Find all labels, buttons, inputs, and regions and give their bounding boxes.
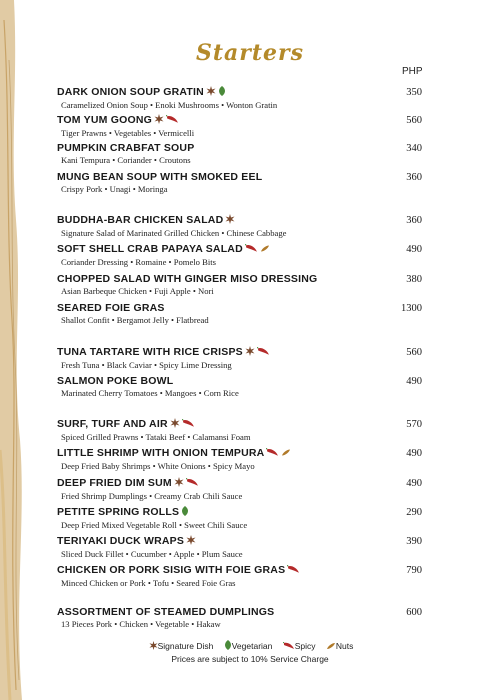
dish-description: Spiced Grilled Prawns • Tataki Beef • Calamansi Foam — [61, 432, 251, 442]
dish-description: 13 Pieces Pork • Chicken • Vegetable • Hakaw — [61, 619, 221, 629]
dish-name-text: TOM YUM GOONG — [57, 114, 152, 126]
dish-description: Shallot Confit • Bergamot Jelly • Flatbread — [61, 315, 209, 325]
menu-item — [57, 506, 452, 531]
signature-icon — [170, 418, 180, 432]
dish-name-text: DARK ONION SOUP GRATIN — [57, 86, 204, 98]
legend — [0, 640, 500, 652]
dish-name-text: PETITE SPRING ROLLS — [57, 506, 180, 518]
dish-name — [57, 214, 452, 228]
dish-price: 560 — [406, 347, 422, 358]
dish-name — [57, 535, 452, 549]
dish-name — [57, 477, 452, 491]
dish-name-text: SOFT SHELL CRAB PAPAYA SALAD — [57, 243, 243, 255]
currency-label: PHP — [402, 66, 423, 77]
menu-item — [57, 142, 452, 166]
dish-name-text: PUMPKIN CRABFAT SOUP — [57, 142, 195, 154]
leaf-icon — [218, 86, 226, 100]
dish-description: Crispy Pork • Unagi • Moringa — [61, 184, 168, 194]
chili-icon — [182, 419, 195, 432]
dish-price: 490 — [406, 478, 422, 489]
signature-icon — [245, 346, 255, 360]
dish-name-text: CHICKEN OR PORK SISIG WITH FOIE GRAS — [57, 564, 286, 576]
menu-item — [57, 375, 452, 399]
decorative-brush-stroke — [0, 0, 40, 700]
dish-name — [57, 142, 452, 155]
signature-icon — [225, 214, 235, 228]
section-title: Starters — [195, 40, 305, 66]
menu-item — [57, 171, 452, 195]
dish-name-text: BUDDHA-BAR CHICKEN SALAD — [57, 214, 224, 226]
dish-name — [57, 302, 452, 315]
dish-name-text: MUNG BEAN SOUP WITH SMOKED EEL — [57, 171, 263, 183]
nut-icon — [281, 448, 291, 461]
dish-description: Deep Fried Mixed Vegetable Roll • Sweet Chili Sauce — [61, 520, 248, 530]
dish-description: Asian Barbeque Chicken • Fuji Apple • Nori — [61, 286, 214, 296]
chili-icon — [245, 244, 258, 257]
dish-price: 490 — [406, 376, 422, 387]
dish-description: Kani Tempura • Coriander • Croutons — [61, 155, 191, 165]
dish-price: 350 — [406, 87, 422, 98]
dish-price: 340 — [406, 143, 422, 154]
dish-name-text: DEEP FRIED DIM SUM — [57, 477, 172, 489]
dish-name — [57, 273, 452, 286]
dish-description: Caramelized Onion Soup • Enoki Mushrooms • Wonton Gratin — [61, 100, 278, 110]
chili-icon — [186, 478, 199, 491]
dish-price: 790 — [406, 565, 422, 576]
dish-name — [57, 346, 452, 360]
legend-vegetarian: Vegetarian — [222, 641, 273, 651]
signature-icon — [206, 86, 216, 100]
dish-description: Signature Salad of Marinated Grilled Chicken • Chinese Cabbage — [61, 228, 287, 238]
chili-icon — [257, 347, 270, 360]
dish-price: 600 — [406, 607, 422, 618]
menu-item — [57, 243, 452, 268]
dish-description: Sliced Duck Fillet • Cucumber • Apple • Plum Sauce — [61, 549, 243, 559]
legend-nuts: Nuts — [324, 641, 353, 651]
dish-name — [57, 606, 452, 619]
dish-name — [57, 506, 452, 520]
dish-price: 490 — [406, 244, 422, 255]
dish-description: Tiger Prawns • Vegetables • Vermicelli — [61, 128, 195, 138]
dish-name — [57, 243, 452, 257]
signature-icon — [154, 114, 164, 128]
chili-icon — [166, 115, 179, 128]
dish-description: Deep Fried Baby Shrimps • White Onions • Spicy Mayo — [61, 461, 255, 471]
dish-price: 570 — [406, 419, 422, 430]
menu-item — [57, 273, 452, 297]
dish-name — [57, 86, 452, 100]
dish-name-text: TUNA TARTARE WITH RICE CRISPS — [57, 346, 243, 358]
dish-price: 1300 — [401, 303, 422, 314]
dish-name — [57, 418, 452, 432]
menu-item — [57, 86, 452, 111]
dish-price: 380 — [406, 274, 422, 285]
legend-spicy: Spicy — [281, 641, 316, 651]
dish-price: 290 — [406, 507, 422, 518]
chili-icon — [283, 642, 295, 652]
menu-item — [57, 346, 452, 371]
dish-name-text: SEARED FOIE GRAS — [57, 302, 165, 314]
dish-description: Coriander Dressing • Romaine • Pomelo Bits — [61, 257, 216, 267]
dish-price: 360 — [406, 215, 422, 226]
dish-description: Fresh Tuna • Black Caviar • Spicy Lime Dressing — [61, 360, 232, 370]
chili-icon — [266, 448, 279, 461]
signature-icon — [186, 535, 196, 549]
dish-price: 560 — [406, 115, 422, 126]
signature-icon — [149, 641, 158, 652]
signature-icon — [174, 477, 184, 491]
menu-item — [57, 564, 452, 589]
menu-item — [57, 606, 452, 630]
dish-name-text: TERIYAKI DUCK WRAPS — [57, 535, 185, 547]
nut-icon — [326, 642, 336, 652]
dish-name-text: CHOPPED SALAD WITH GINGER MISO DRESSING — [57, 273, 318, 285]
menu-item — [57, 214, 452, 239]
dish-name-text: SALMON POKE BOWL — [57, 375, 174, 387]
dish-description: Fried Shrimp Dumplings • Creamy Crab Chili Sauce — [61, 491, 243, 501]
nut-icon — [260, 244, 270, 257]
dish-name — [57, 375, 452, 388]
dish-price: 360 — [406, 172, 422, 183]
menu-item — [57, 535, 452, 560]
menu-item — [57, 447, 452, 472]
menu-item — [57, 418, 452, 443]
dish-description: Minced Chicken or Pork • Tofu • Seared Foie Gras — [61, 578, 236, 588]
chili-icon — [287, 565, 300, 578]
service-charge-note: Prices are subject to 10% Service Charge — [171, 654, 329, 664]
menu-item — [57, 302, 452, 326]
menu-item — [57, 114, 452, 139]
dish-name-text: SURF, TURF AND AIR — [57, 418, 168, 430]
dish-description: Marinated Cherry Tomatoes • Mangoes • Corn Rice — [61, 388, 239, 398]
menu-item — [57, 477, 452, 502]
dish-name — [57, 114, 452, 128]
dish-name-text: LITTLE SHRIMP WITH ONION TEMPURA — [57, 447, 265, 459]
leaf-icon — [224, 640, 232, 652]
dish-price: 490 — [406, 448, 422, 459]
dish-name — [57, 564, 452, 578]
dish-price: 390 — [406, 536, 422, 547]
leaf-icon — [181, 506, 189, 520]
dish-name — [57, 447, 452, 461]
legend-signature: Signature Dish — [147, 641, 214, 651]
dish-name-text: ASSORTMENT OF STEAMED DUMPLINGS — [57, 606, 275, 618]
dish-name — [57, 171, 452, 184]
